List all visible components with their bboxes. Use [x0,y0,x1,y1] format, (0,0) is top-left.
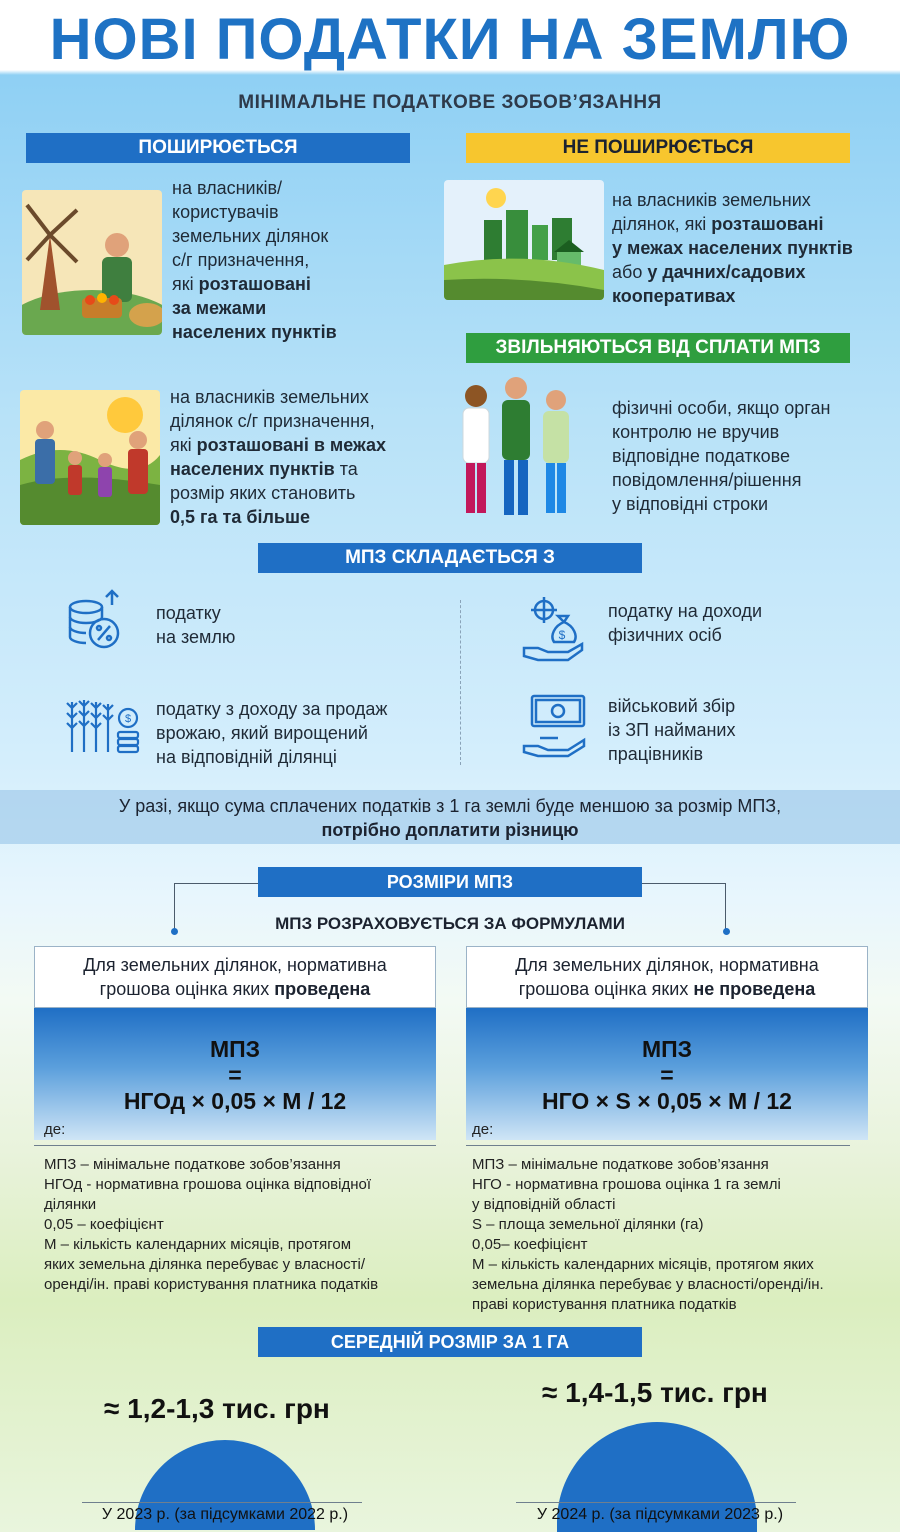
not-applies-text: на власників земельних ділянок, які розташовані у межах населених пунктів або у дачних/садових кооперативах [612,190,853,306]
average-2023-amount: ≈ 1,2-1,3 тис. грн [104,1393,330,1424]
average-heading: СЕРЕДНІЙ РОЗМІР ЗА 1 ГА [258,1327,642,1357]
applies-item2-text: на власників земельних ділянок с/г призначення, які розташовані в межах населених пунктів та розмір яких становить 0,5 га та більше [170,387,387,527]
average-2023-baseline [82,1502,362,1503]
formula-left-title: Для земельних ділянок, нормативна грошова оцінка яких проведена [34,946,436,1008]
applies-item1-text: на власників/ користувачів земельних ділянок с/г призначення, які розташовані за межами населених пунктів [172,178,337,342]
composition-item1-text: податку на землю [156,603,236,647]
formula-left-box: МПЗ = НГОд × 0,05 × М / 12 де: [34,1008,436,1140]
subtitle: МІНІМАЛЬНЕ ПОДАТКОВЕ ЗОБОВ’ЯЗАННЯ [238,92,662,113]
average-2024-baseline [516,1502,796,1503]
not-applies-heading: НЕ ПОШИРЮЄТЬСЯ [466,133,850,163]
composition-item3-text: податку з доходу за продаж врожаю, який вирощений на відповідній ділянці [156,699,388,767]
farmer-windmill-illustration [22,190,162,335]
applies-heading: ПОШИРЮЄТЬСЯ [26,133,410,163]
page-title: НОВІ ПОДАТКИ НА ЗЕМЛЮ [49,7,851,72]
formula-right-rule [466,1145,850,1146]
difference-note: У разі, якщо сума сплачених податків з 1 га землі буде меншою за розмір МПЗ, потрібно доплатити різницю [0,790,900,844]
average-2023-year: У 2023 р. (за підсумками 2022 р.) [101,1506,349,1523]
formula-left-rule [34,1145,436,1146]
banknote-hand-icon [520,690,592,760]
composition-divider [460,600,461,765]
average-2024-year: У 2024 р. (за підсумками 2023 р.) [536,1506,784,1523]
formula-right-title: Для земельних ділянок, нормативна грошова оцінка яких не проведена [466,946,868,1008]
people-illustration [446,374,586,524]
average-2024-amount: ≈ 1,4-1,5 тис. грн [542,1377,768,1408]
svg-text:$: $ [558,628,566,642]
formula-left-definitions: МПЗ – мінімальне податкове зобов’язання НГОд - нормативна грошова оцінка відповідної ділянки 0,05 – коефіцієнт М – кількість календарних місяців, протягом яких земельна ділянка перебуває у власності/ оренді/ін. праві користування платника податків [44,1156,379,1293]
formulas-heading: МПЗ РОЗРАХОВУЄТЬСЯ ЗА ФОРМУЛАМИ [275,914,625,933]
exempt-text: фізичні особи, якщо орган контролю не вручив відповідне податкове повідомлення/рішення у відповідні строки [612,398,831,514]
sizes-heading: РОЗМІРИ МПЗ [258,867,642,897]
composition-item2-text: податку на доходи фізичних осіб [608,601,763,645]
coins-percent-icon [62,585,132,655]
composition-item4-text: військовий збір із ЗП найманих працівників [608,696,736,764]
town-illustration [444,180,604,300]
svg-text:$: $ [124,713,132,725]
composition-heading: МПЗ СКЛАДАЄТЬСЯ З [258,543,642,573]
wheat-coins-icon [62,694,142,756]
exempt-heading: ЗВІЛЬНЯЮТЬСЯ ВІД СПЛАТИ МПЗ [466,333,850,363]
farm-family-illustration [20,390,160,525]
formula-right-definitions: МПЗ – мінімальне податкове зобов’язання НГО - нормативна грошова оцінка 1 га землі у відповідній області S – площа земельної ділянки (га) 0,05– коефіцієнт М – кількість календарних місяців, протягом яких земельна ділянка перебуває у власності/оренді/ін. праві користування платника податків [472,1156,824,1313]
money-bag-hand-icon [520,594,590,662]
formula-right-box: МПЗ = НГО × S × 0,05 × М / 12 де: [466,1008,868,1140]
